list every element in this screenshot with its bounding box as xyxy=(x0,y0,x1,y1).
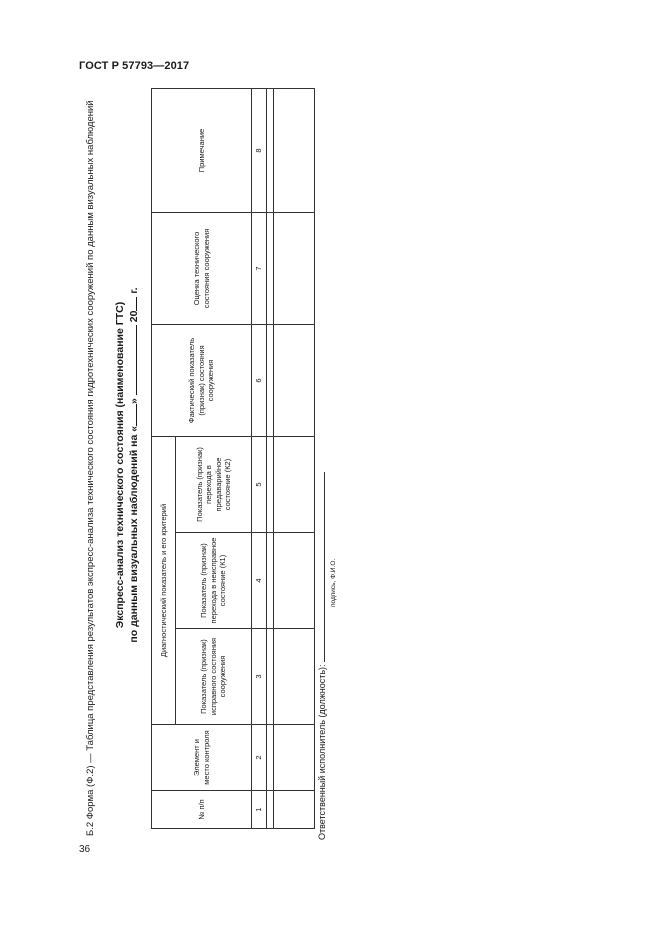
assessment-table xyxy=(151,88,315,829)
table-cell[interactable] xyxy=(273,725,314,791)
column-number: 1 xyxy=(252,791,267,829)
column-number: 7 xyxy=(252,212,267,324)
header-serviceable: Показатель (признак) исправного состояния сооружения xyxy=(176,629,252,725)
title-year: 20 xyxy=(128,310,140,323)
month-blank xyxy=(127,325,137,395)
column-number: 2 xyxy=(252,725,267,791)
header-assessment: Оценка технического состояния сооружения xyxy=(152,212,252,324)
header-actual: Фактический показатель (признак) состояния сооружения xyxy=(152,324,252,436)
column-number-row xyxy=(252,88,267,828)
table-cell[interactable] xyxy=(273,533,314,629)
form-caption: Б.2 Форма (Ф.2) — Таблица представления результатов экспресс-анализа технического состояния гидротехнических сооружений по данным визуальных наблюдений xyxy=(85,100,96,836)
table-cell[interactable] xyxy=(273,791,314,829)
table-cell[interactable] xyxy=(273,212,314,324)
page-number: 36 xyxy=(79,844,91,855)
column-number: 5 xyxy=(252,436,267,532)
title-line-2 xyxy=(127,90,141,840)
header-note: Примечание xyxy=(152,88,252,212)
landscape-content xyxy=(85,90,345,840)
header-k2: Показатель (признак) перехода в предаварийное состояние (К2) xyxy=(176,436,252,532)
header-element: Элемент и место контроля xyxy=(152,725,252,791)
column-number: 4 xyxy=(252,533,267,629)
header-k1: Показатель (признак) перехода в неисправное состояние (К1) xyxy=(176,533,252,629)
header-diagnostic-group: Диагностический показатель и его критерий xyxy=(152,436,176,724)
table-cell[interactable] xyxy=(273,324,314,436)
column-number: 3 xyxy=(252,629,267,725)
year-blank xyxy=(127,297,137,311)
column-number: 8 xyxy=(252,88,267,212)
title-suffix: г. xyxy=(128,287,140,294)
day-blank xyxy=(127,404,137,426)
title-date-mid: » xyxy=(128,398,140,404)
document-code: ГОСТ Р 57793—2017 xyxy=(79,60,190,72)
table-row[interactable] xyxy=(273,88,314,828)
table-cell[interactable] xyxy=(273,436,314,532)
table-cell[interactable] xyxy=(273,88,314,212)
column-number: 6 xyxy=(252,324,267,436)
table-cell[interactable] xyxy=(273,629,314,725)
table-separator xyxy=(266,88,273,828)
title-date-prefix: по данным визуальных наблюдений на « xyxy=(128,425,140,643)
signature-hint: подпись, Ф.И.О. xyxy=(330,558,337,607)
title-line-1: Экспресс-анализ технического состояния (наименование ГТС) xyxy=(114,301,126,629)
signature-label: Ответственный исполнитель (должность): xyxy=(317,664,327,840)
signature-line[interactable] xyxy=(324,472,325,662)
header-number: № п/п xyxy=(152,791,252,829)
signature-block xyxy=(317,90,337,840)
form-title xyxy=(113,90,141,840)
